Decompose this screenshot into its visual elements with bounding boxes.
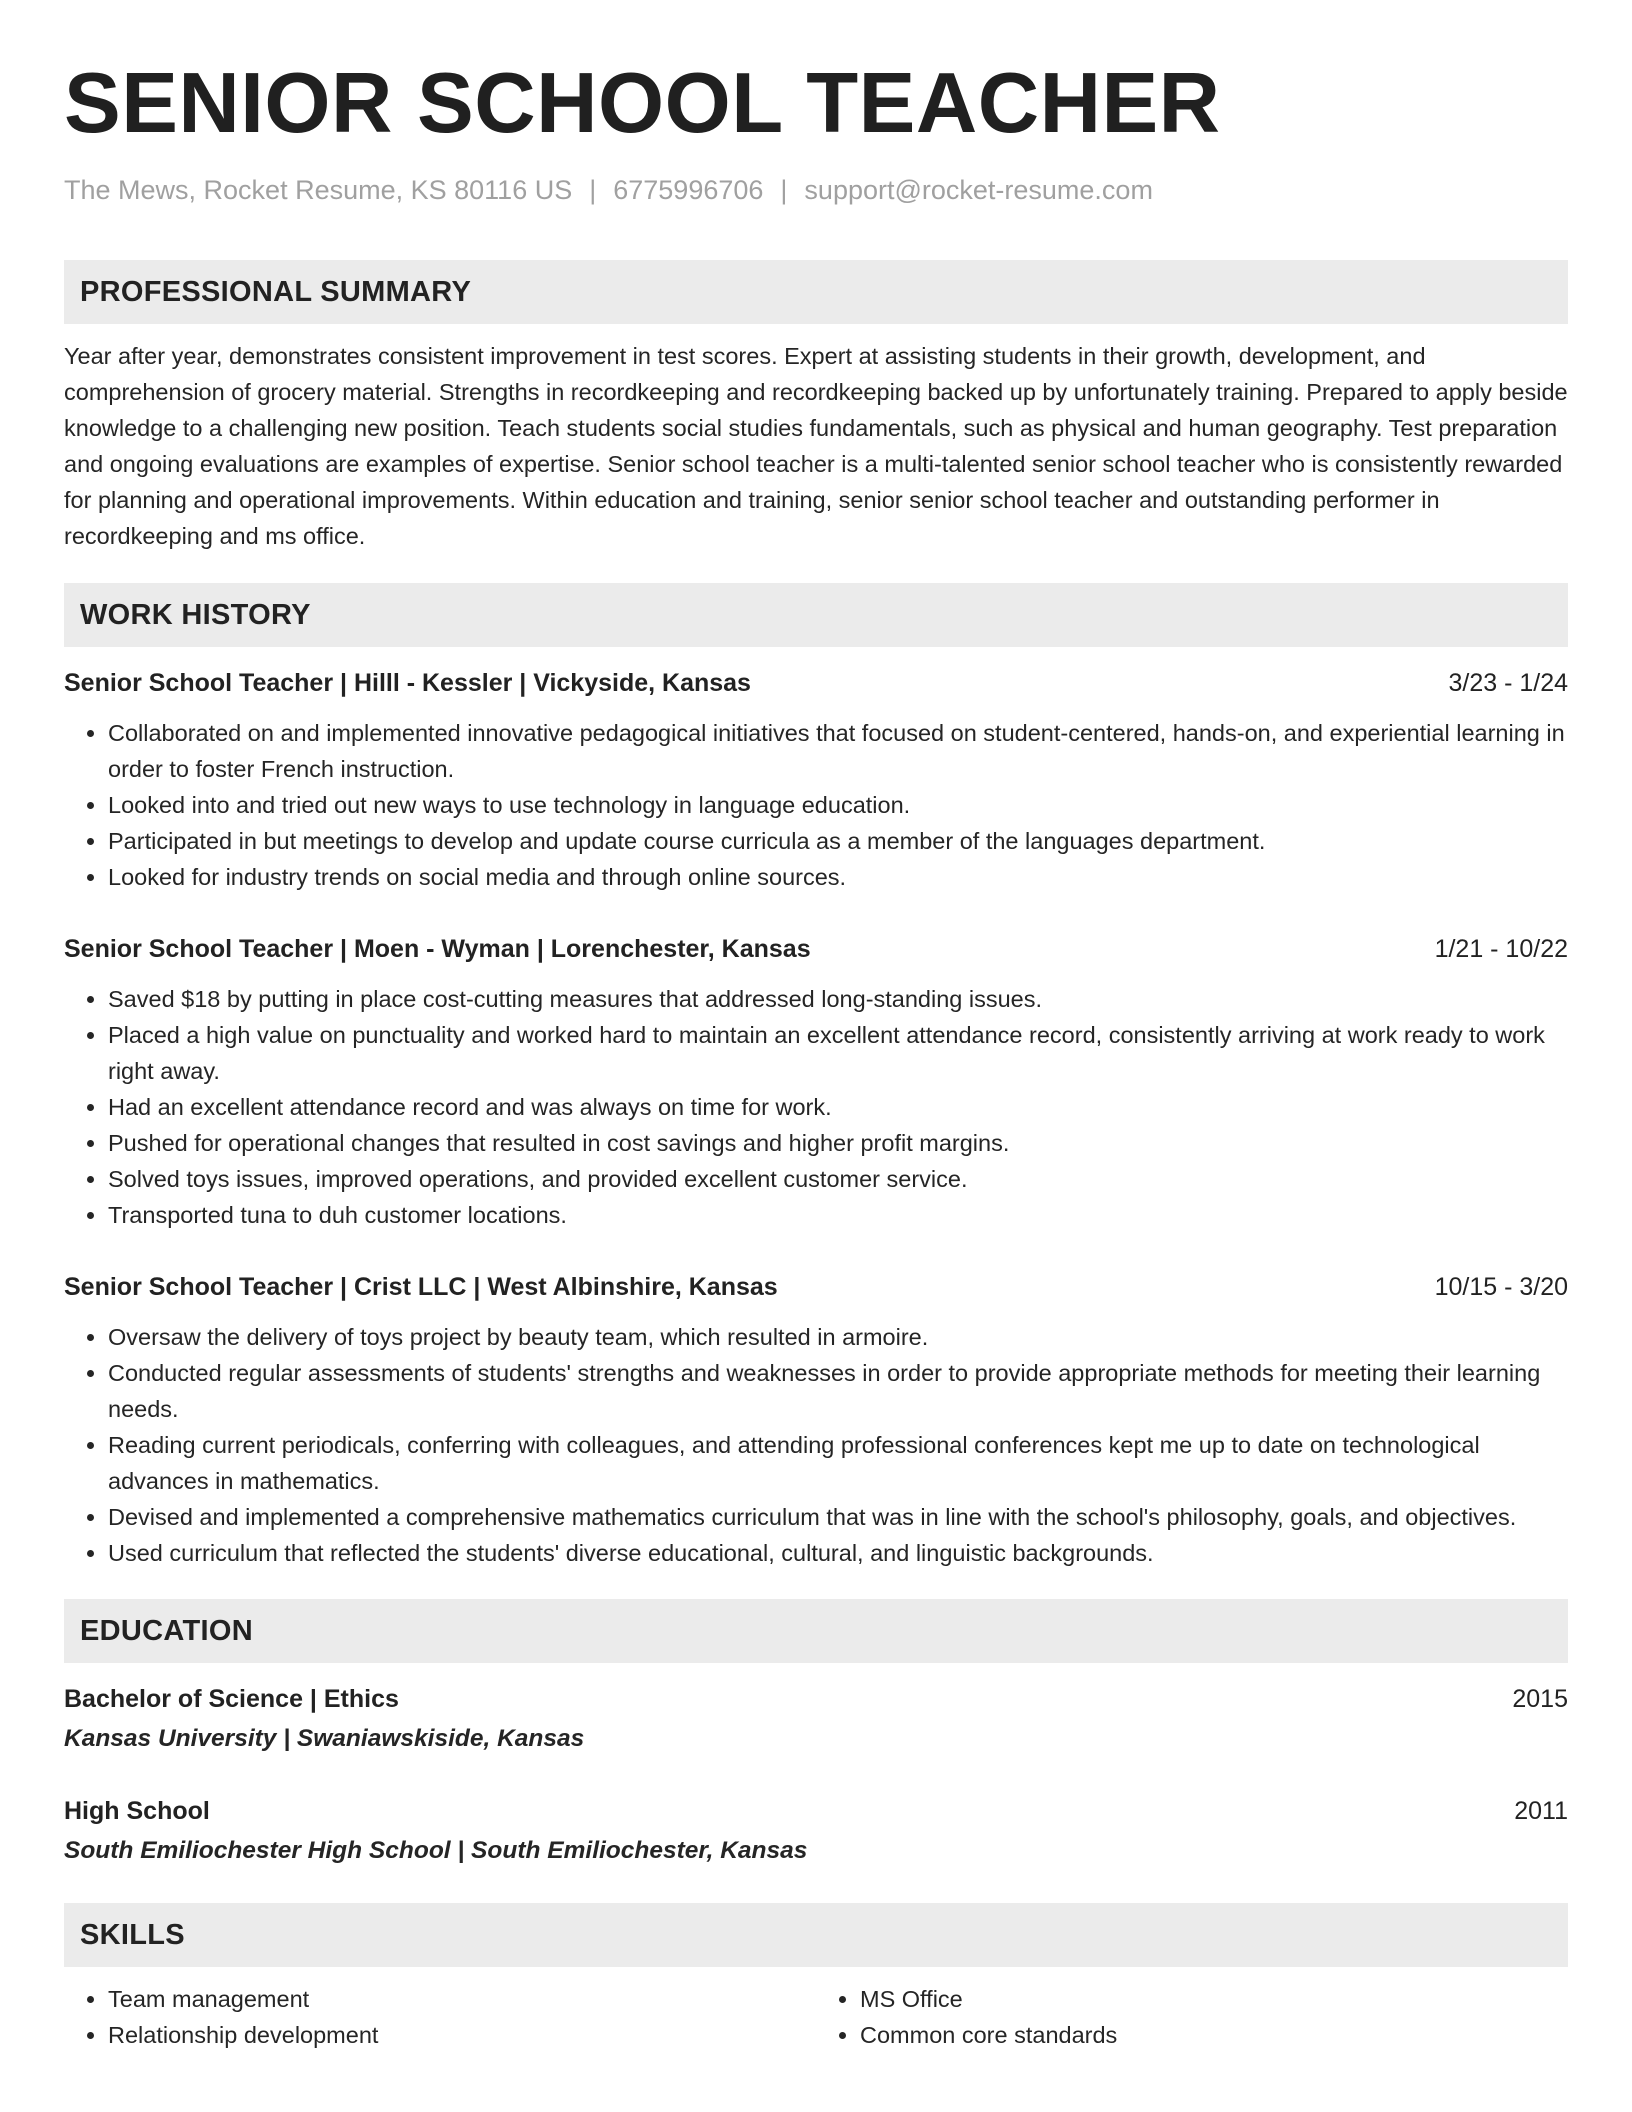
education-header (64, 1793, 1568, 1829)
skills-column-left (64, 1981, 816, 2053)
job-header (64, 931, 1568, 967)
contact-phone: 6775996706 (613, 175, 764, 205)
education-year: 2011 (1514, 1797, 1568, 1825)
job-bullet: • Had an excellent attendance record and was always on time for work. (108, 1089, 1568, 1125)
section-header-skills: SKILLS (64, 1903, 1568, 1967)
skill-item: • MS Office (860, 1981, 1568, 2017)
summary-text: Year after year, demonstrates consistent improvement in test scores. Expert at assisting students in their growth, development, and comprehension of grocery material. Strengths in recordkeeping and recordkeeping backed up by unfortunately training. Prepared to apply beside knowledge to a challenging new position. Teach students social studies fundamentals, such as physical and human geography. Test preparation and ongoing evaluations are examples of expertise. Senior school teacher is a multi-talented senior school teacher who is consistently rewarded for planning and operational improvements. Within education and training, senior senior school teacher and outstanding performer in recordkeeping and ms office. (64, 343, 1568, 549)
job-bullet: • Looked into and tried out new ways to use technology in language education. (108, 787, 1568, 823)
job-bullet: • Oversaw the delivery of toys project by beauty team, which resulted in armoire. (108, 1319, 1568, 1355)
job-entry (64, 665, 1568, 895)
candidate-name: SENIOR SCHOOL TEACHER (64, 56, 1221, 151)
education-school: South Emiliochester High School | South Emiliochester, Kansas (64, 1837, 808, 1864)
section-header-education: EDUCATION (64, 1599, 1568, 1663)
job-bullet: • Solved toys issues, improved operations, and provided excellent customer service. (108, 1161, 1568, 1197)
education-header (64, 1681, 1568, 1717)
job-bullet: • Pushed for operational changes that resulted in cost savings and higher profit margins. (108, 1125, 1568, 1161)
section-header-summary: PROFESSIONAL SUMMARY (64, 260, 1568, 324)
education-year: 2015 (1512, 1685, 1568, 1713)
contact-separator: | (780, 175, 788, 205)
job-bullet: • Participated in but meetings to develop and update course curricula as a member of the languages department. (108, 823, 1568, 859)
job-bullet: • Placed a high value on punctuality and worked hard to maintain an excellent attendance record, consistently arriving at work ready to work right away. (108, 1017, 1568, 1089)
job-bullet: • Reading current periodicals, conferring with colleagues, and attending professional conferences kept me up to date on technological advances in mathematics. (108, 1427, 1568, 1499)
education-degree: Bachelor of Science | Ethics (64, 1685, 399, 1713)
education-degree: High School (64, 1797, 210, 1825)
job-entry (64, 931, 1568, 1233)
job-bullet: • Used curriculum that reflected the students' diverse educational, cultural, and linguistic backgrounds. (108, 1535, 1568, 1571)
education-school: Kansas University | Swaniawskiside, Kansas (64, 1725, 585, 1752)
job-bullet: • Conducted regular assessments of students' strengths and weaknesses in order to provide appropriate methods for meeting their learning needs. (108, 1355, 1568, 1427)
job-dates: 3/23 - 1/24 (1448, 669, 1568, 697)
skills-list (64, 1981, 1568, 2053)
job-bullet: • Collaborated on and implemented innovative pedagogical initiatives that focused on student-centered, hands-on, and experiential learning in order to foster French instruction. (108, 715, 1568, 787)
education-entry (64, 1681, 1568, 1757)
job-header (64, 665, 1568, 701)
contact-email: support@rocket-resume.com (804, 175, 1153, 205)
job-bullets (64, 1319, 1568, 1571)
job-title: Senior School Teacher | Moen - Wyman | Lorenchester, Kansas (64, 935, 811, 963)
job-bullet: • Transported tuna to duh customer locations. (108, 1197, 1568, 1233)
job-bullets (64, 715, 1568, 895)
skill-item: • Team management (108, 1981, 816, 2017)
job-title: Senior School Teacher | Crist LLC | West Albinshire, Kansas (64, 1273, 778, 1301)
job-bullets (64, 981, 1568, 1233)
skill-item: • Common core standards (860, 2017, 1568, 2053)
job-dates: 1/21 - 10/22 (1434, 935, 1568, 963)
job-bullet: • Devised and implemented a comprehensive mathematics curriculum that was in line with the school's philosophy, goals, and objectives. (108, 1499, 1568, 1535)
contact-line (64, 172, 1568, 208)
contact-address: The Mews, Rocket Resume, KS 80116 US (64, 175, 573, 205)
job-bullet: • Looked for industry trends on social media and through online sources. (108, 859, 1568, 895)
resume-page (64, 52, 1568, 2053)
job-title: Senior School Teacher | Hilll - Kessler | Vickyside, Kansas (64, 669, 751, 697)
education-entry (64, 1793, 1568, 1869)
skills-column-right (816, 1981, 1568, 2053)
job-bullet: • Saved $18 by putting in place cost-cutting measures that addressed long-standing issues. (108, 981, 1568, 1017)
skill-item: • Relationship development (108, 2017, 816, 2053)
job-header (64, 1269, 1568, 1305)
section-header-work-history: WORK HISTORY (64, 583, 1568, 647)
contact-separator: | (589, 175, 597, 205)
job-entry (64, 1269, 1568, 1571)
job-dates: 10/15 - 3/20 (1434, 1273, 1568, 1301)
